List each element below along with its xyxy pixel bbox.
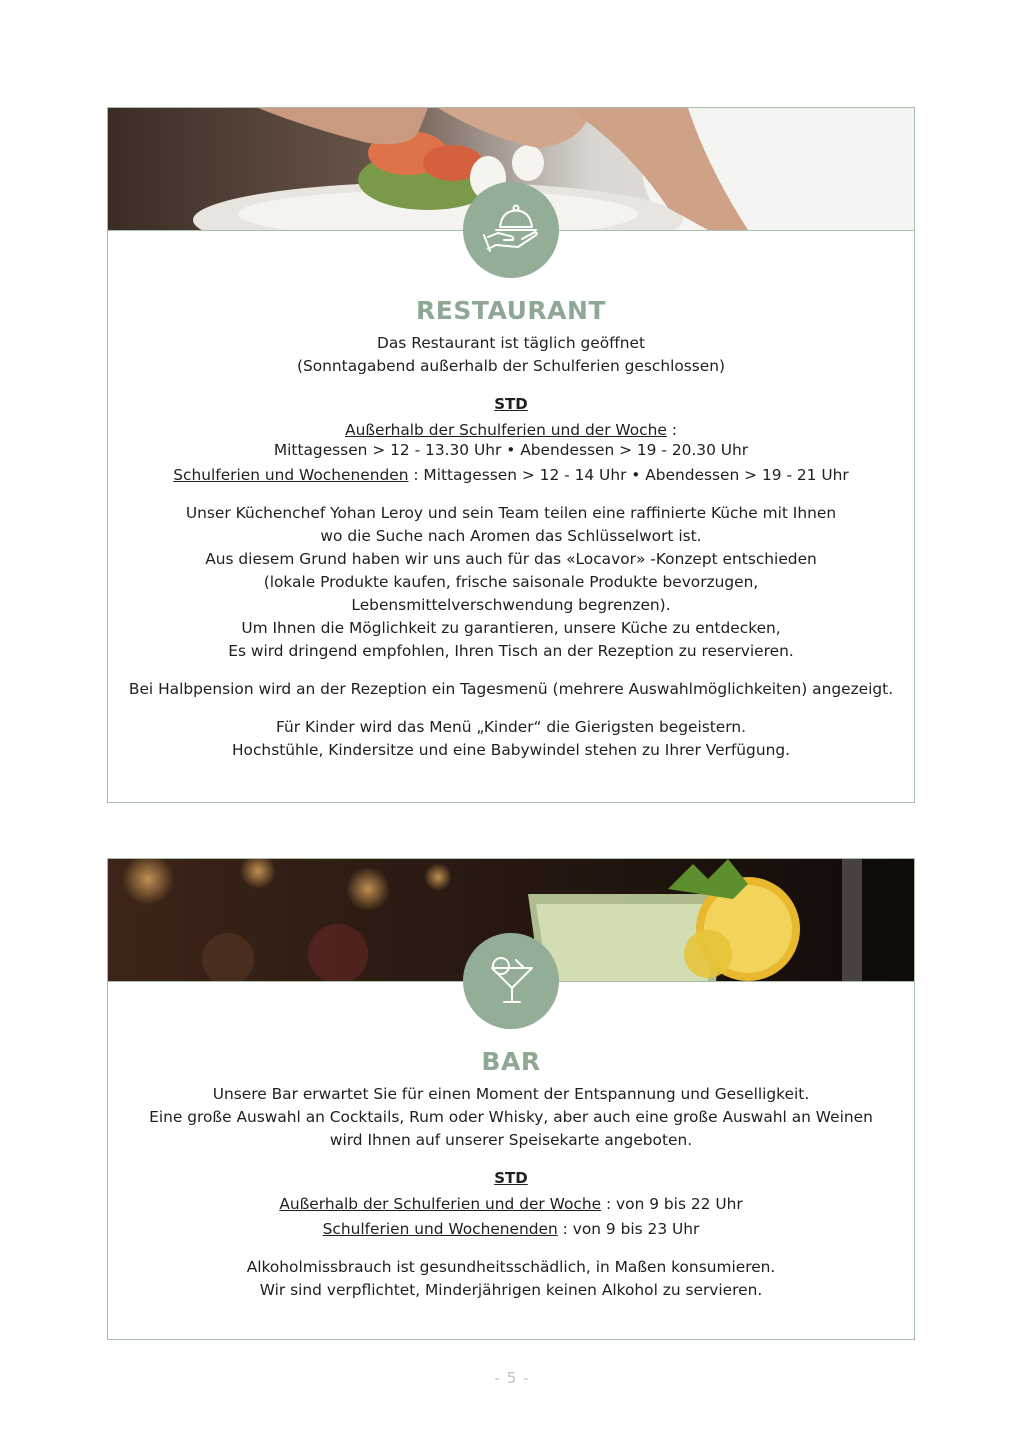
- restaurant-period-1-label: Außerhalb der Schulferien und der Woche: [345, 421, 667, 439]
- restaurant-description-line: Um Ihnen die Möglichkeit zu garantieren, unsere Küche zu entdecken,: [241, 619, 781, 637]
- bar-period-1: [108, 1193, 914, 1216]
- cloche-serving-icon: [480, 197, 542, 263]
- bar-title: BAR: [481, 1047, 541, 1076]
- restaurant-kids: [108, 716, 914, 762]
- bar-intro-line: Unsere Bar erwartet Sie für einen Moment der Entspannung und Geselligkeit.: [212, 1085, 810, 1103]
- bar-intro-line: wird Ihnen auf unserer Speisekarte angeboten.: [329, 1131, 693, 1149]
- bar-period-1-label: Außerhalb der Schulferien und der Woche: [279, 1195, 602, 1213]
- restaurant-description-line: wo die Suche nach Aromen das Schlüsselwort ist.: [320, 527, 702, 545]
- bar-notice: [108, 1256, 914, 1302]
- bar-notice-line-2: Wir sind verpflichtet, Minderjährigen keinen Alkohol zu servieren.: [259, 1281, 763, 1299]
- restaurant-std-heading: STD: [494, 395, 528, 413]
- bar-period-2-hours: : von 9 bis 23 Uhr: [557, 1220, 700, 1238]
- restaurant-intro-line-2: (Sonntagabend außerhalb der Schulferien geschlossen): [296, 357, 726, 375]
- restaurant-kids-line-1: Für Kinder wird das Menü „Kinder“ die Gierigsten begeistern.: [276, 718, 746, 736]
- restaurant-badge: [463, 182, 559, 278]
- restaurant-content: [108, 296, 914, 762]
- restaurant-title: RESTAURANT: [416, 296, 606, 325]
- bar-period-2: [108, 1218, 914, 1241]
- restaurant-intro-line-1: Das Restaurant ist täglich geöffnet: [377, 334, 645, 352]
- bar-badge: [463, 933, 559, 1029]
- restaurant-description-line: Unser Küchenchef Yohan Leroy und sein Team teilen eine raffinierte Küche mit Ihnen: [185, 504, 837, 522]
- cocktail-glass-icon: [482, 950, 540, 1012]
- restaurant-period-2: [108, 464, 914, 487]
- bar-std-heading: STD: [494, 1169, 528, 1187]
- bar-notice-line-1: Alkoholmissbrauch ist gesundheitsschädlich, in Maßen konsumieren.: [246, 1258, 776, 1276]
- restaurant-period-2-label: Schulferien und Wochenenden: [173, 466, 409, 484]
- restaurant-kids-line-2: Hochstühle, Kindersitze und eine Babywindel stehen zu Ihrer Verfügung.: [231, 741, 790, 759]
- bar-period-2-label: Schulferien und Wochenenden: [322, 1220, 558, 1238]
- restaurant-description: [108, 502, 914, 663]
- restaurant-period-1-sep: :: [666, 421, 677, 439]
- bar-intro: [108, 1083, 914, 1152]
- restaurant-description-line: Lebensmittelverschwendung begrenzen).: [351, 596, 671, 614]
- restaurant-description-line: Es wird dringend empfohlen, Ihren Tisch an der Rezeption zu reservieren.: [228, 642, 794, 660]
- bar-intro-line: Eine große Auswahl an Cocktails, Rum oder Whisky, aber auch eine große Auswahl an Weinen: [149, 1108, 873, 1126]
- restaurant-description-line: (lokale Produkte kaufen, frische saisonale Produkte bevorzugen,: [263, 573, 759, 591]
- bar-section: [107, 858, 915, 1340]
- bar-content: [108, 1047, 914, 1302]
- restaurant-half-board: Bei Halbpension wird an der Rezeption ein Tagesmenü (mehrere Auswahlmöglichkeiten) angezeigt.: [128, 680, 894, 698]
- page-number: - 5 -: [494, 1369, 530, 1387]
- restaurant-section: [107, 107, 915, 803]
- restaurant-intro: [108, 332, 914, 378]
- bar-period-1-hours: : von 9 bis 22 Uhr: [601, 1195, 743, 1213]
- restaurant-period-1: [108, 420, 914, 460]
- restaurant-description-line: Aus diesem Grund haben wir uns auch für das «Locavor» -Konzept entschieden: [205, 550, 817, 568]
- restaurant-period-2-hours: : Mittagessen > 12 - 14 Uhr • Abendessen > 19 - 21 Uhr: [408, 466, 849, 484]
- restaurant-period-1-hours: Mittagessen > 12 - 13.30 Uhr • Abendessen > 19 - 20.30 Uhr: [273, 441, 749, 459]
